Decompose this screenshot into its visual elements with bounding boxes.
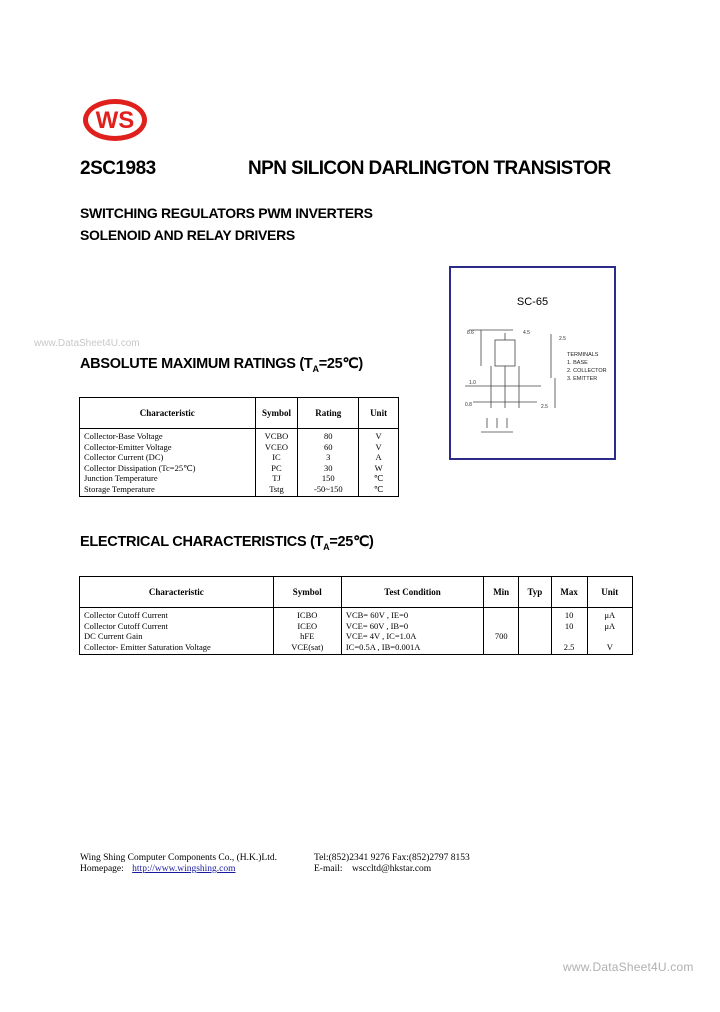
svg-text:2.5: 2.5: [541, 404, 548, 410]
application-line-1: SWITCHING REGULATORS PWM INVERTERS: [80, 205, 373, 221]
abs-max-table: [79, 397, 399, 497]
unit-cell: μA μA V: [587, 608, 632, 655]
col-unit: Unit: [587, 577, 632, 608]
min-cell: 700: [484, 608, 519, 655]
homepage-link[interactable]: http://www.wingshing.com: [132, 864, 236, 874]
terminals-title: TERMINALS: [567, 352, 599, 358]
characteristic-cell: Collector Cutoff Current Collector Cutoff Current DC Current Gain Collector- Emitter Saturation Voltage: [80, 608, 274, 655]
package-outline-drawing: [451, 268, 614, 458]
email-address[interactable]: wsccltd@hkstar.com: [352, 864, 432, 874]
col-min: Min: [484, 577, 519, 608]
col-typ: Typ: [519, 577, 551, 608]
symbol-cell: ICBO ICEO hFE VCE(sat): [273, 608, 341, 655]
logo-text: WS: [95, 107, 135, 134]
terminal-2: 2. COLLECTOR: [567, 368, 607, 374]
elec-char-table: [79, 576, 633, 655]
elec-char-title: ELECTRICAL CHARACTERISTICS $(T_A=25℃)$: [80, 534, 374, 552]
part-number: 2SC1983: [80, 158, 156, 179]
terminal-3: 3. EMITTER: [567, 376, 598, 382]
svg-text:1.0: 1.0: [469, 380, 476, 386]
footer: [80, 853, 470, 875]
col-symbol: Symbol: [255, 398, 298, 429]
unit-cell: V V A W ℃ ℃: [359, 429, 399, 497]
table-header-row: [80, 398, 399, 429]
col-unit: Unit: [359, 398, 399, 429]
rating-cell: 80 60 3 30 150 -50~150: [298, 429, 359, 497]
svg-text:8.6: 8.6: [467, 330, 474, 336]
col-characteristic: Characteristic: [80, 577, 274, 608]
table-header-row: [80, 577, 633, 608]
typ-cell: [519, 608, 551, 655]
package-diagram: [449, 266, 616, 460]
col-max: Max: [551, 577, 587, 608]
homepage-label: Homepage:: [80, 864, 124, 874]
email-label: E-mail:: [314, 864, 343, 874]
svg-text:0.8: 0.8: [465, 402, 472, 408]
table-row: [80, 429, 399, 497]
application-line-2: SOLENOID AND RELAY DRIVERS: [80, 227, 295, 243]
symbol-cell: VCBO VCEO IC PC TJ Tstg: [255, 429, 298, 497]
max-cell: 10 10 2.5: [551, 608, 587, 655]
col-rating: Rating: [298, 398, 359, 429]
abs-max-title: ABSOLUTE MAXIMUM RATINGS $(T_A=25℃)$: [80, 356, 363, 374]
company-logo: [80, 96, 150, 144]
test-condition-cell: VCB= 60V , IE=0 VCE= 60V , IB=0 VCE= 4V , IC=1.0A IC=0.5A , IB=0.001A: [341, 608, 483, 655]
device-description: NPN SILICON DARLINGTON TRANSISTOR: [248, 158, 611, 179]
svg-text:2.5: 2.5: [559, 336, 566, 342]
col-symbol: Symbol: [273, 577, 341, 608]
watermark-bottom: www.DataSheet4U.com: [563, 960, 694, 974]
table-row: [80, 608, 633, 655]
terminal-1: 1. BASE: [567, 360, 588, 366]
svg-text:4.5: 4.5: [523, 330, 530, 336]
package-label: SC-65: [516, 296, 549, 308]
watermark-top: www.DataSheet4U.com: [34, 338, 140, 349]
phone-fax: Tel:(852)2341 9276 Fax:(852)2797 8153: [314, 853, 470, 863]
col-characteristic: Characteristic: [80, 398, 256, 429]
company-name: Wing Shing Computer Components Co., (H.K.)Ltd.: [80, 853, 277, 863]
characteristic-cell: Collector-Base Voltage Collector-Emitter Voltage Collector Current (DC) Collector Dissipation (Tc=25℃) Junction Temperature Storage Temperature: [80, 429, 256, 497]
col-test-condition: Test Condition: [341, 577, 483, 608]
